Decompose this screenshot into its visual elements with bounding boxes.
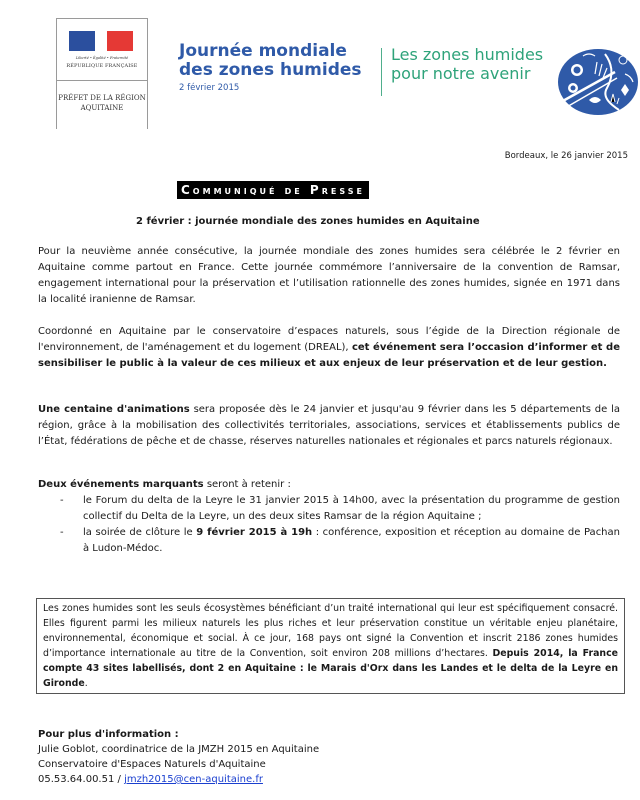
banner-title bbox=[179, 42, 362, 80]
prefecture-logo bbox=[56, 18, 148, 129]
paragraph-coordination-emphasis: cet événement sera l’occasion d’informer et de sensibiliser le public à la valeur de ces milieux et aux enjeux de leur préservation et de leur gestion. bbox=[38, 342, 621, 369]
event-item bbox=[38, 525, 620, 557]
banner-date: 2 février 2015 bbox=[179, 83, 240, 93]
contact-block bbox=[38, 727, 319, 787]
contact-person: Julie Goblot, coordinatrice de la JMZH 2015 en Aquitaine bbox=[38, 744, 320, 755]
contact-organization: Conservatoire d'Espaces Naturels d'Aquitaine bbox=[38, 759, 266, 770]
paragraph-coordination-text: Coordonné en Aquitaine par le conservatoire d’espaces naturels, sous l’égide de la Direction régionale de l'environnement, de l'aménagement et du logement (DREAL), bbox=[38, 326, 620, 353]
paragraph-animations-text: sera proposée dès le 24 janvier et jusqu'au 9 février dans les 5 départements de la région, grâce à la mobilisation des collectivités territoriales, associations, services et établissements publics de l’État, fédérations de pêche et de chasse, réserves naturelles nationales et régionales et parcs naturels régionaux. bbox=[38, 404, 620, 447]
banner-tagline bbox=[391, 45, 543, 83]
paragraph-events bbox=[38, 477, 620, 557]
event-text: le Forum du delta de la Leyre le 31 janvier 2015 à 14h00, avec la présentation du programme de gestion collectif du Delta de la Leyre, un des deux sites Ramsar de la région Aquitaine ; bbox=[83, 495, 620, 522]
events-intro-emphasis: Deux événements marquants bbox=[38, 479, 204, 490]
paragraph-animations-emphasis: Une centaine d'animations bbox=[38, 404, 190, 415]
paragraph-coordination bbox=[38, 324, 620, 372]
prefecture-line2: AQUITAINE bbox=[80, 104, 124, 112]
contact-phone: 05.53.64.00.51 / bbox=[38, 774, 125, 785]
events-list bbox=[38, 493, 620, 557]
paragraph-intro: Pour la neuvième année consécutive, la journée mondiale des zones humides sera célébrée le 2 février en Aquitaine comme partout en France. Cette journée commémore l’anniversaire de la convention de Ramsar, engagement international pour la préservation et l’utilisation rationnelle des zones humides, signée en 1971 dans la localité iranienne de Ramsar. bbox=[38, 246, 620, 305]
info-box bbox=[36, 598, 625, 694]
info-box-emphasis: Depuis 2014, la France compte 43 sites labellisés, dont 2 en Aquitaine : le Marais d'Orx dans les Landes et le delta de la Leyre en Gironde bbox=[43, 648, 618, 689]
banner-title-line2: des zones humides bbox=[179, 60, 362, 80]
document-type-banner: Communiqué de Presse bbox=[177, 181, 369, 199]
flag-blue bbox=[69, 31, 95, 51]
republic-name: RÉPUBLIQUE FRANÇAISE bbox=[66, 63, 138, 69]
event-text: la soirée de clôture le bbox=[83, 527, 197, 538]
events-intro-text: seront à retenir : bbox=[203, 479, 291, 490]
prefecture-line1: PRÉFET DE LA RÉGION bbox=[58, 94, 146, 102]
tagline-line1: Les zones humides bbox=[391, 45, 544, 64]
events-intro bbox=[38, 477, 620, 493]
paragraph-animations bbox=[38, 402, 620, 450]
republic-motto: Liberté • Égalité • Fraternité bbox=[75, 56, 129, 60]
contact-email-link[interactable]: jmzh2015@cen-aquitaine.fr bbox=[124, 774, 263, 785]
event-item bbox=[38, 493, 620, 525]
marianne-flag-icon bbox=[69, 31, 133, 51]
flag-white bbox=[95, 31, 107, 51]
list-dash: - bbox=[60, 527, 64, 538]
wetland-emblem-icon bbox=[555, 44, 639, 118]
banner-title-line1: Journée mondiale bbox=[179, 41, 347, 61]
info-box-text: Les zones humides sont les seuls écosystèmes bénéficiant d’un traité international qui leur est spécifiquement consacré. Elles figurent parmi les milieux naturels les plus riches et leur préservation constitue un véritable enjeu planétaire, environnemental, économique et social. À ce jour, 168 pays ont signé la Convention et inscrit 2186 zones humides d’importance internationale au titre de la Convention, soit environ 208 millions d’hectares. bbox=[43, 603, 618, 659]
info-box-end: . bbox=[84, 678, 88, 689]
list-dash: - bbox=[60, 495, 64, 506]
contact-line bbox=[38, 772, 319, 787]
press-release-title: 2 février : journée mondiale des zones humides en Aquitaine bbox=[136, 216, 480, 227]
event-text-end: : conférence, exposition et réception au domaine de Pachan à Ludon-Médoc. bbox=[83, 527, 620, 554]
dateline: Bordeaux, le 26 janvier 2015 bbox=[504, 151, 628, 161]
prefecture-name bbox=[57, 81, 147, 113]
marianne-block bbox=[57, 19, 147, 81]
tagline-line2: pour notre avenir bbox=[391, 64, 531, 83]
banner-divider bbox=[381, 48, 382, 96]
contact-heading: Pour plus d'information : bbox=[38, 729, 179, 740]
flag-red bbox=[107, 31, 133, 51]
event-datetime: 9 février 2015 à 19h bbox=[196, 527, 313, 538]
